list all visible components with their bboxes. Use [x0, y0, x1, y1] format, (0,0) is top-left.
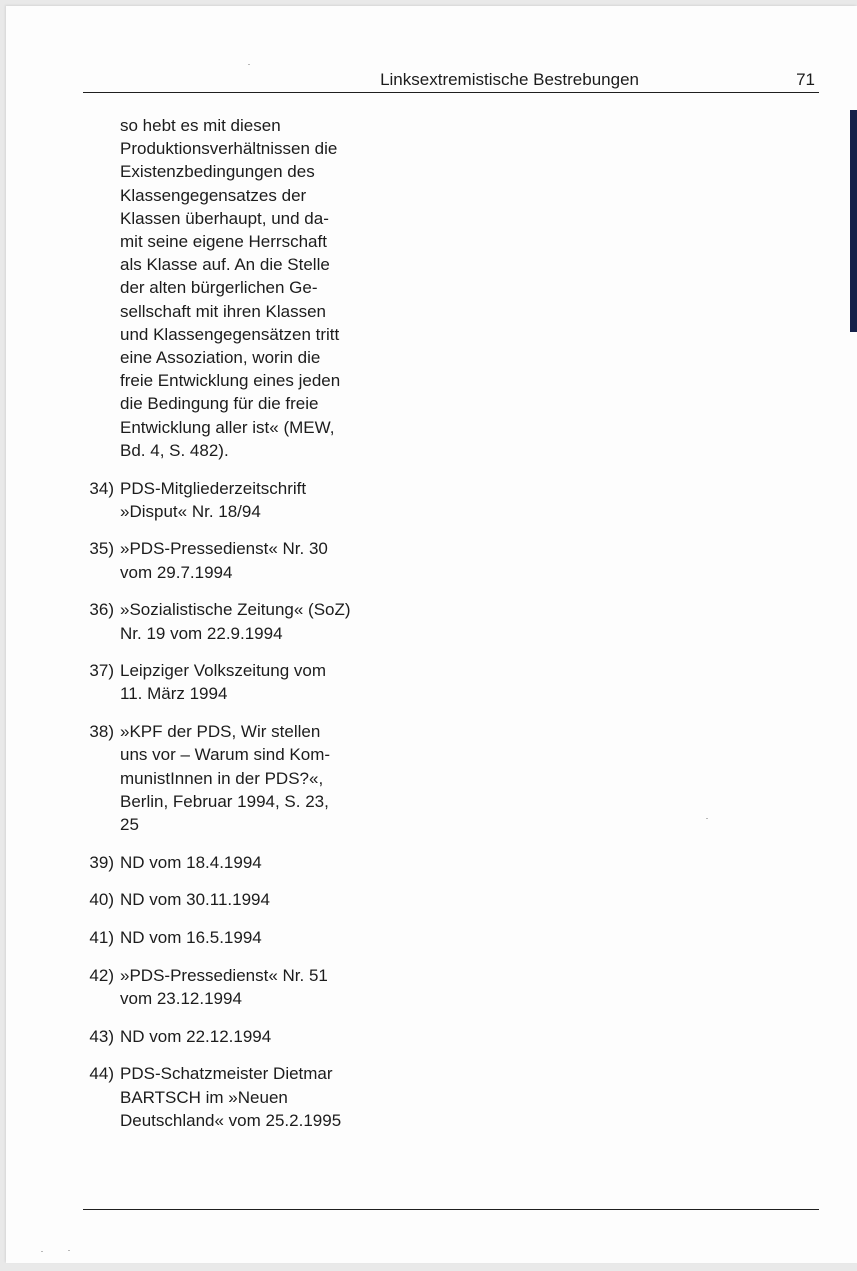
- note-continuation: [81, 114, 351, 462]
- note-line: PDS-Mitgliederzeitschrift: [120, 478, 307, 498]
- note-text: [120, 964, 351, 1010]
- note-line: ND vom 22.12.1994: [120, 1026, 272, 1046]
- header-title: Linksextremistische Bestrebungen: [380, 70, 639, 89]
- note-line: freie Entwicklung eines jeden: [120, 371, 341, 391]
- note-line: »Disput« Nr. 18/94: [120, 501, 261, 521]
- endnote-number: 39): [89, 852, 114, 872]
- note-line: ND vom 18.4.1994: [120, 852, 262, 872]
- note-line: als Klasse auf. An die Stelle: [120, 255, 330, 275]
- page-number: 71: [796, 70, 815, 89]
- endnote-number: 43): [89, 1026, 114, 1046]
- scan-speck: [248, 64, 250, 65]
- endnote-36: [81, 598, 351, 644]
- endnote-number: 35): [89, 539, 114, 559]
- note-line: ND vom 30.11.1994: [120, 890, 270, 910]
- note-line: und Klassengegensätzen tritt: [120, 324, 340, 344]
- note-text: [120, 888, 351, 911]
- note-line: ND vom 16.5.1994: [120, 928, 262, 948]
- note-text: [120, 598, 351, 644]
- note-text: [120, 659, 351, 705]
- note-line: Produktionsverhältnissen die: [120, 139, 338, 159]
- note-line: BARTSCH im »Neuen: [120, 1087, 288, 1107]
- note-text: [120, 1062, 351, 1132]
- scan-speck: [706, 818, 708, 819]
- note-line: der alten bürgerlichen Ge-: [120, 278, 318, 298]
- note-line: vom 23.12.1994: [120, 989, 242, 1008]
- note-text: [120, 926, 351, 949]
- note-line: 25: [120, 814, 139, 834]
- note-line: Deutschland« vom 25.2.1995: [120, 1110, 342, 1130]
- endnote-number: 38): [89, 722, 114, 742]
- note-text: [120, 720, 351, 836]
- endnote-38: [81, 720, 351, 836]
- endnotes-column: [81, 114, 351, 1147]
- endnote-number: 42): [89, 965, 114, 985]
- endnote-39: [81, 851, 351, 874]
- endnote-37: [81, 659, 351, 705]
- note-line: vom 29.7.1994: [120, 562, 233, 582]
- note-line: Berlin, Februar 1994, S. 23,: [120, 791, 329, 811]
- note-line: die Bedingung für die freie: [120, 394, 319, 414]
- note-line: Leipziger Volkszeitung vom: [120, 661, 327, 681]
- endnote-43: [81, 1025, 351, 1048]
- note-line: Existenzbedingungen des: [120, 162, 315, 182]
- footer-rule: [83, 1209, 819, 1210]
- endnote-41: [81, 926, 351, 949]
- note-line: sellschaft mit ihren Klassen: [120, 301, 326, 321]
- endnote-40: [81, 888, 351, 911]
- endnote-number: 44): [89, 1064, 114, 1084]
- note-line: »PDS-Pressedienst« Nr. 30: [120, 539, 328, 559]
- note-line: PDS-Schatzmeister Dietmar: [120, 1064, 333, 1084]
- endnote-number: 37): [89, 661, 114, 681]
- note-text: [120, 1025, 351, 1048]
- note-line: uns vor – Warum sind Kom-: [120, 745, 331, 765]
- note-line: so hebt es mit diesen: [120, 116, 281, 135]
- scan-speck: [68, 1250, 70, 1251]
- note-line: eine Assoziation, worin die: [120, 348, 321, 368]
- note-line: mit seine eigene Herrschaft: [120, 232, 327, 252]
- endnote-42: [81, 964, 351, 1010]
- note-line: 11. März 1994: [120, 684, 228, 704]
- note-line: Klassengegensatzes der: [120, 185, 307, 205]
- endnote-35: [81, 537, 351, 583]
- note-line: »KPF der PDS, Wir stellen: [120, 722, 321, 742]
- note-line: »Sozialistische Zeitung« (SoZ): [120, 600, 351, 620]
- note-line: Bd. 4, S. 482).: [120, 440, 229, 460]
- endnote-number: 36): [89, 600, 114, 620]
- note-text: [120, 114, 351, 462]
- note-line: »PDS-Pressedienst« Nr. 51: [120, 965, 328, 985]
- note-line: munistInnen in der PDS?«,: [120, 768, 324, 788]
- note-text: [120, 477, 351, 523]
- note-line: Nr. 19 vom 22.9.1994: [120, 623, 283, 643]
- running-header: [83, 66, 819, 93]
- endnote-number: 40): [89, 890, 114, 910]
- chapter-thumb-tab: [850, 110, 857, 332]
- note-line: Klassen überhaupt, und da-: [120, 208, 329, 228]
- endnote-number: 34): [89, 478, 114, 498]
- endnote-44: [81, 1062, 351, 1132]
- document-page: [6, 6, 857, 1263]
- note-text: [120, 537, 351, 583]
- note-text: [120, 851, 351, 874]
- note-line: Entwicklung aller ist« (MEW,: [120, 417, 335, 437]
- endnote-34: [81, 477, 351, 523]
- scan-speck: [41, 1251, 43, 1252]
- endnote-number: 41): [89, 928, 114, 948]
